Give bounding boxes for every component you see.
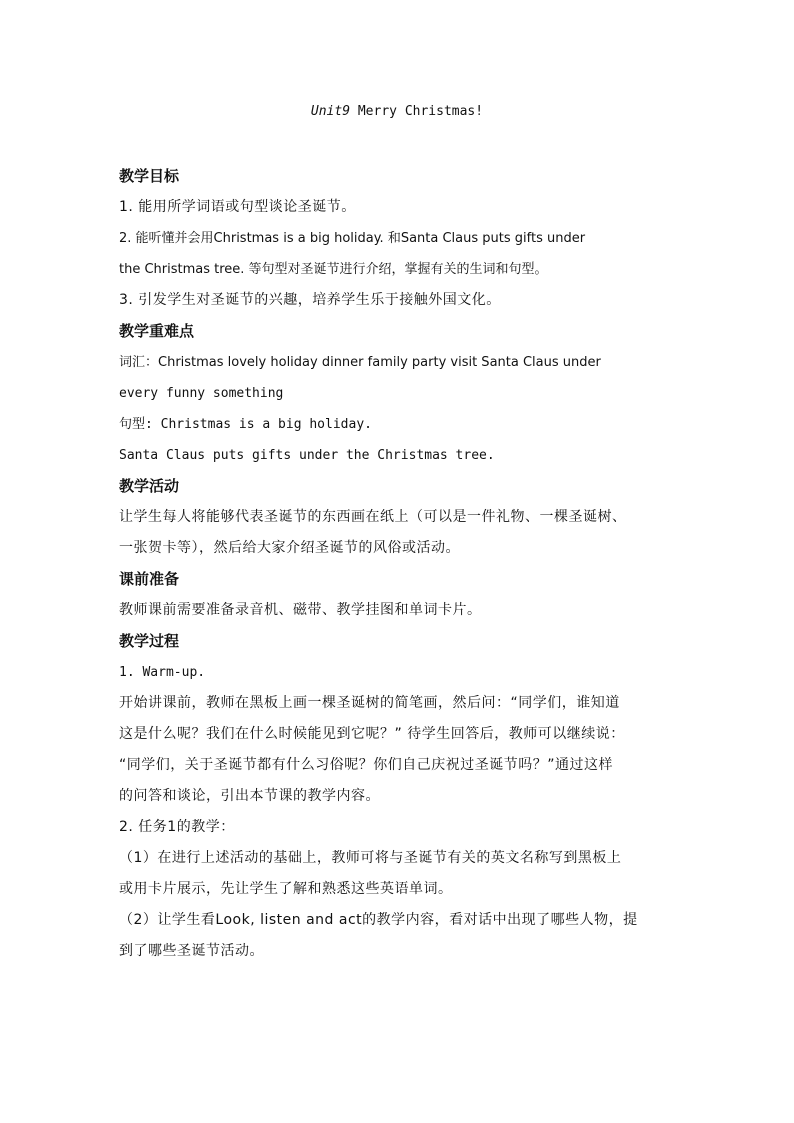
title-text: Merry Christmas! — [350, 104, 484, 119]
heading-teaching-activity: 教学活动 — [119, 477, 180, 495]
process-step-2: 2. 任务1的教学： — [119, 819, 235, 835]
heading-teaching-goals: 教学目标 — [119, 167, 180, 185]
heading-teaching-process: 教学过程 — [119, 632, 180, 650]
activity-line-2: 一张贺卡等），然后给大家介绍圣诞节的风俗或活动。 — [119, 540, 460, 556]
task1-line-3: （2）让学生看Look, listen and act的教学内容，看对话中出现了哪些人物，提 — [119, 912, 638, 928]
task1-line-4: 到了哪些圣诞节活动。 — [119, 943, 264, 959]
title-unit: Unit9 — [310, 104, 351, 119]
sentence-pattern-line-1: 句型: Christmas is a big holiday. — [119, 417, 372, 432]
sentence-pattern-line-2: Santa Claus puts gifts under the Christmas tree. — [119, 448, 495, 463]
vocabulary-line-1: 词汇：Christmas lovely holiday dinner family party visit Santa Claus under — [119, 355, 601, 370]
heading-key-points: 教学重难点 — [119, 322, 195, 340]
goal-item-3: 3. 引发学生对圣诞节的兴趣，培养学生乐于接触外国文化。 — [119, 292, 501, 308]
document-title — [0, 101, 794, 123]
document-body — [119, 161, 679, 967]
heading-preparation: 课前准备 — [119, 570, 180, 588]
process-step-1: 1. Warm-up. — [119, 665, 206, 680]
warmup-line-3: “同学们，关于圣诞节都有什么习俗呢？你们自己庆祝过圣诞节吗？”通过这样 — [119, 757, 614, 773]
warmup-line-2: 这是什么呢？我们在什么时候能见到它呢？” 待学生回答后，教师可以继续说： — [119, 726, 625, 742]
preparation-line-1: 教师课前需要准备录音机、磁带、教学挂图和单词卡片。 — [119, 602, 482, 618]
goal-item-2-line-1: 2. 能听懂并会用Christmas is a big holiday. 和Santa Claus puts gifts under — [119, 231, 586, 246]
activity-line-1: 让学生每人将能够代表圣诞节的东西画在纸上（可以是一件礼物、一棵圣诞树、 — [119, 509, 627, 525]
task1-line-1: （1）在进行上述活动的基础上，教师可将与圣诞节有关的英文名称写到黑板上 — [119, 850, 622, 866]
warmup-line-4: 的问答和谈论，引出本节课的教学内容。 — [119, 788, 380, 804]
goal-item-1: 1. 能用所学词语或句型谈论圣诞节。 — [119, 199, 356, 215]
vocabulary-line-2: every funny something — [119, 386, 284, 401]
warmup-line-1: 开始讲课前，教师在黑板上画一棵圣诞树的简笔画，然后问：“同学们，谁知道 — [119, 695, 620, 711]
goal-item-2-line-2: the Christmas tree. 等句型对圣诞节进行介绍，掌握有关的生词和句型。 — [119, 262, 548, 277]
task1-line-2: 或用卡片展示，先让学生了解和熟悉这些英语单词。 — [119, 881, 453, 897]
